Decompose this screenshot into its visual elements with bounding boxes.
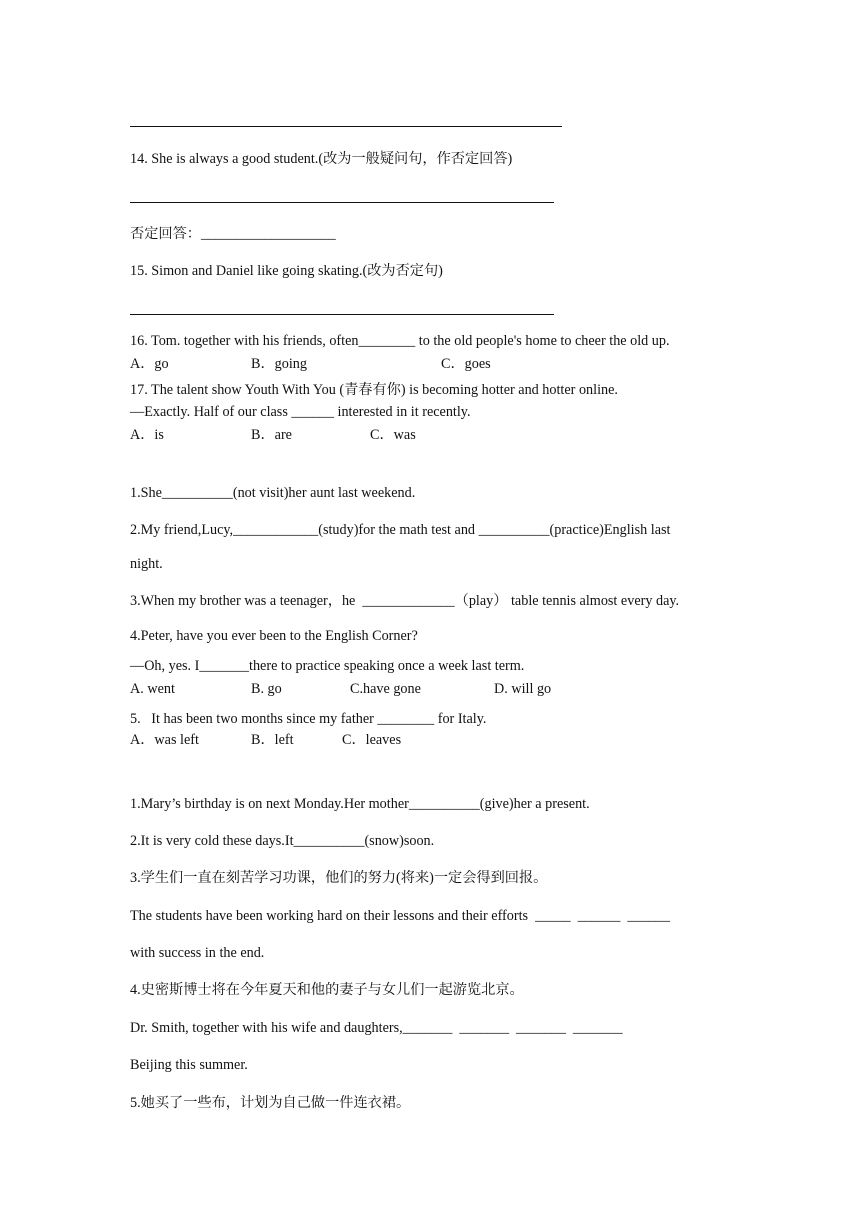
answer-line-13[interactable] <box>130 126 562 127</box>
s2-q5-option-a[interactable]: A．was left <box>130 732 199 748</box>
question-17-line1: 17. The talent show Youth With You (青春有你) is becoming hotter and hotter online. <box>130 382 618 398</box>
q16-option-b[interactable]: B．going <box>251 356 307 372</box>
q14-negative-answer <box>130 225 336 243</box>
q17-option-c[interactable]: C．was <box>370 427 416 443</box>
s3-question-4-english-line2: Beijing this summer. <box>130 1057 248 1073</box>
s3-question-3-english-line1: The students have been working hard on their lessons and their efforts _____ ______ ______ <box>130 908 670 924</box>
s3-question-5-chinese: 5.她买了一些布，计划为自己做一件连衣裙。 <box>130 1095 411 1111</box>
s2-question-3: 3.When my brother was a teenager，he _____________（play） table tennis almost every day. <box>130 593 680 609</box>
question-16: 16. Tom. together with his friends, often________ to the old people's home to cheer the old up. <box>130 333 670 349</box>
s2-q5-option-c[interactable]: C．leaves <box>342 732 402 748</box>
question-15: 15. Simon and Daniel like going skating.(改为否定句) <box>130 263 443 279</box>
q17-option-b[interactable]: B．are <box>251 427 292 443</box>
s3-question-2: 2.It is very cold these days.It__________(snow)soon. <box>130 833 435 849</box>
question-14: 14. She is always a good student.(改为一般疑问句，作否定回答) <box>130 151 513 167</box>
s2-question-4-line2: —Oh, yes. I_______there to practice speaking once a week last term. <box>130 658 525 674</box>
q14-negative-blank[interactable]: ___________________ <box>200 226 336 242</box>
s2-question-2-line2: night. <box>130 556 163 572</box>
s2-question-5: 5. It has been two months since my father ________ for Italy. <box>130 711 487 727</box>
q16-option-a[interactable]: A．go <box>130 356 169 372</box>
s3-question-4-english-line1: Dr. Smith, together with his wife and daughters,_______ _______ _______ _______ <box>130 1020 623 1036</box>
s2-q4-option-a[interactable]: A. went <box>130 681 175 697</box>
s3-question-1: 1.Mary’s birthday is on next Monday.Her mother__________(give)her a present. <box>130 796 590 812</box>
s3-question-3-chinese: 3.学生们一直在刻苦学习功课，他们的努力(将来)一定会得到回报。 <box>130 870 548 886</box>
q16-option-c[interactable]: C．goes <box>441 356 491 372</box>
s3-question-4-chinese: 4.史密斯博士将在今年夏天和他的妻子与女儿们一起游览北京。 <box>130 982 524 998</box>
q17-option-a[interactable]: A．is <box>130 427 164 443</box>
s2-q4-option-d[interactable]: D. will go <box>494 681 552 697</box>
s3-question-3-english-line2: with success in the end. <box>130 945 265 961</box>
s2-question-4-line1: 4.Peter, have you ever been to the English Corner? <box>130 628 418 644</box>
s2-q4-option-b[interactable]: B. go <box>251 681 282 697</box>
answer-line-15[interactable] <box>130 314 554 315</box>
s2-q4-option-c[interactable]: C.have gone <box>350 681 421 697</box>
question-17-line2: —Exactly. Half of our class ______ interested in it recently. <box>130 404 471 420</box>
s2-question-2-line1: 2.My friend,Lucy,____________(study)for the math test and __________(practice)English last <box>130 522 671 538</box>
s2-q5-option-b[interactable]: B．left <box>251 732 294 748</box>
s2-question-1: 1.She__________(not visit)her aunt last weekend. <box>130 485 416 501</box>
q14-negative-label: 否定回答： <box>130 226 201 242</box>
answer-line-14[interactable] <box>130 202 554 203</box>
